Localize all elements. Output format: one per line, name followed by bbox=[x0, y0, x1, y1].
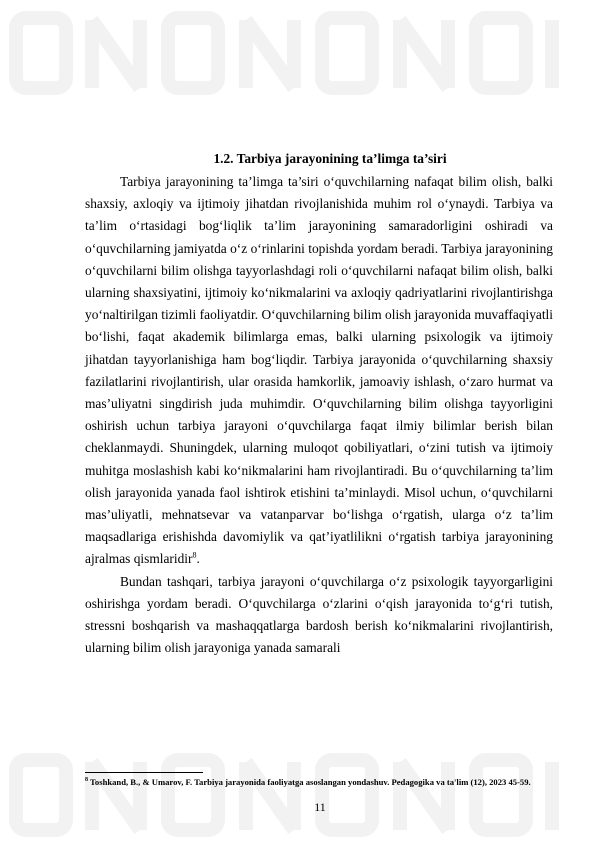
paragraph-1-text: Tarbiya jarayonining ta’limga ta’siri o‘quvchilarning nafaqat bilim olish, balki shaxsiy, axloqiy va ijtimoiy jihatdan rivojlanishida muhim rol o‘ynaydi. Tarbiya va ta’lim o‘rtasidagi bog‘liqlik ta’lim jarayonining samaradorligini oshiradi va o‘quvchilarning jamiyatda o‘z o‘rinlarini topishda yordam beradi. Tarbiya jarayonining o‘quvchilarni bilim olishga tayyorlashdagi roli o‘quvchilarni nafaqat bilim olish, balki ularning shaxsiyatini, ijtimoiy ko‘nikmalarini va axloqiy qadriyatlarini rivojlantirishga yo‘naltirilgan tizimli faoliyatdir. O‘quvchilarning bilim olish jarayonida muvaffaqiyatli bo‘lishi, faqat akademik bilimlarga emas, balki ularning psixologik va ijtimoiy jihatdan tayyorlanishiga ham bog‘liqdir. Tarbiya jarayonida o‘quvchilarning shaxsiy fazilatlarini rivojlantirish, ular orasida hamkorlik, jamoaviy ishlash, o‘zaro hurmat va mas’uliyatni singdirish juda muhimdir. O‘quvchilarning bilim olishga tayyorligini oshirish uchun tarbiya jarayoni o‘quvchilarga faqat ilmiy bilimlar berish bilan cheklanmaydi. Shuningdek, ularning muloqot qobiliyatlari, o‘zini tutish va ijtimoiy muhitga moslashish kabi ko‘nikmalarini ham rivojlantiradi. Bu o‘quvchilarning ta’lim olish jarayonida yanada faol ishtirok etishini ta’minlaydi. Misol uchun, o‘quvchilarni mas’uliyatli, mehnatsevar va vatanparvar bo‘lishga o‘rgatish, ularga o‘z ta’lim maqsadlariga erishishda davomiylik va qat’iyatlilikni o‘rgatish tarbiya jarayonining ajralmas qismlaridir bbox=[85, 174, 553, 567]
paragraph-2 bbox=[85, 571, 553, 660]
footnote-divider bbox=[85, 772, 203, 773]
paragraph-1-trailing: . bbox=[196, 551, 200, 567]
paragraph-2-text: Bundan tashqari, tarbiya jarayoni o‘quvchilarga o‘z psixologik tayyorgarligini oshirishga yordam beradi. O‘quvchilarga o‘zlarini o‘qish jarayonida to‘g‘ri tutish, stressni boshqarish va mashaqqatlarga bardosh berish ko‘nikmalarini rivojlantirish, ularning bilim olish jarayoniga yanada samarali bbox=[85, 573, 553, 656]
footnote bbox=[85, 775, 553, 788]
paragraph-1 bbox=[85, 171, 553, 571]
footnote-marker: 8 bbox=[85, 777, 88, 783]
section-title: 1.2. Tarbiya jarayonining ta’limga ta’siri bbox=[213, 151, 447, 166]
footnote-reference[interactable]: 8 bbox=[192, 550, 197, 560]
footnote-text: Toshkand, B., & Umarov, F. Tarbiya jarayonida faoliyatga asoslangan yondashuv. Pedagogika va ta'lim (12), 2023 45-59. bbox=[88, 776, 531, 787]
page-number: 11 bbox=[314, 800, 326, 814]
page-content bbox=[85, 150, 553, 659]
